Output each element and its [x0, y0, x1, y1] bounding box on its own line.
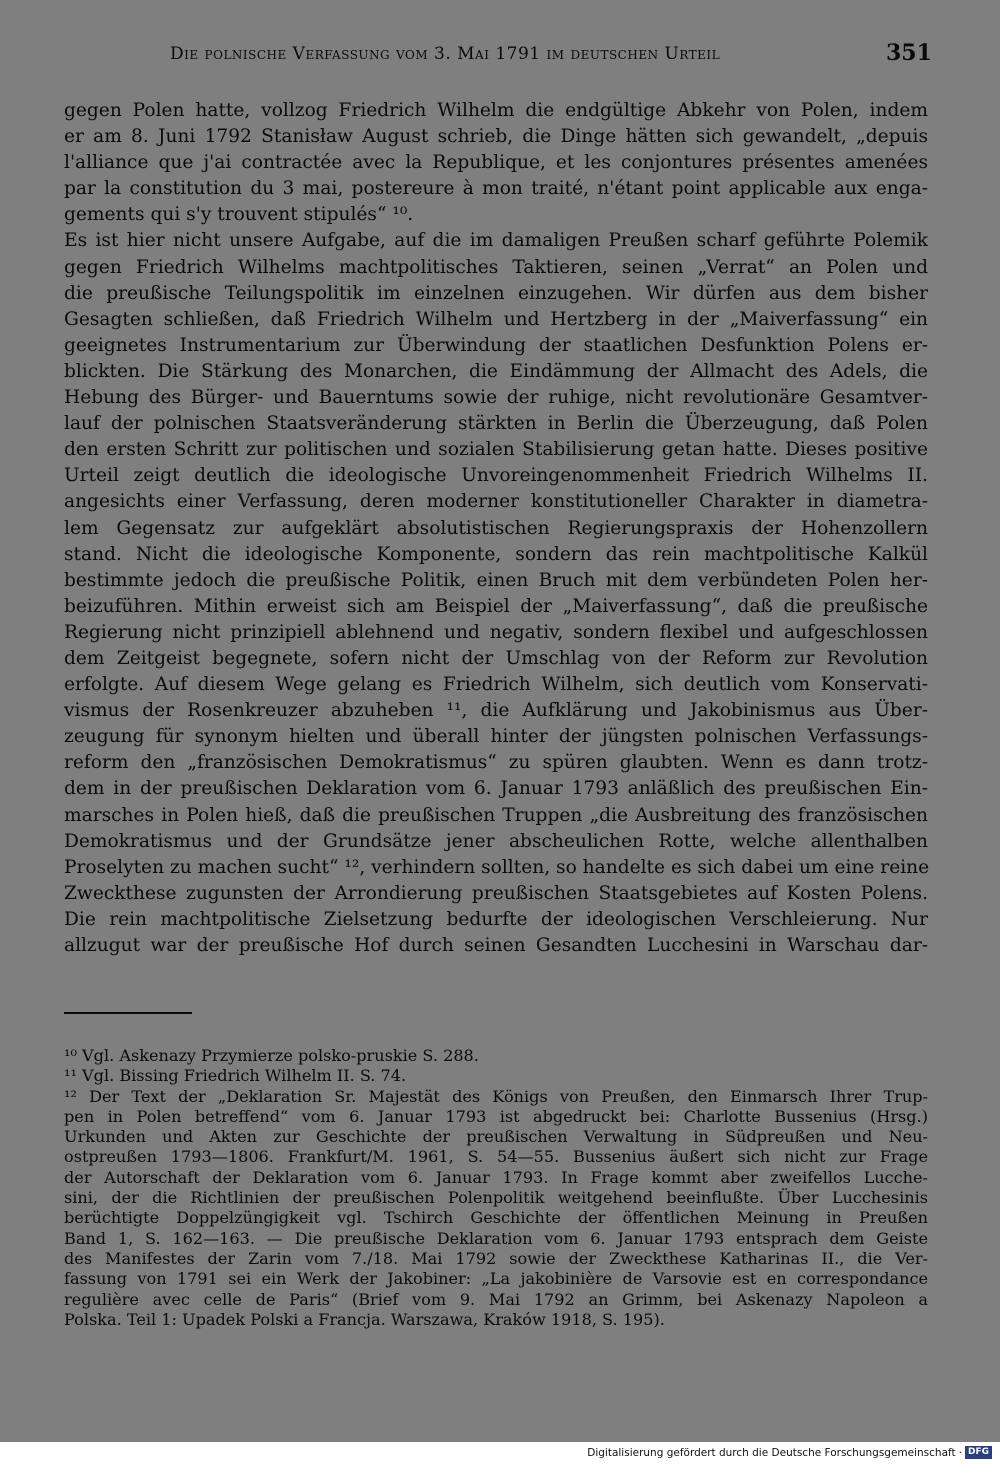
- footnote-line: ¹² Der Text der „Deklaration Sr. Majestät des Königs von Preußen, den Einmarsch Ihrer Trup-: [64, 1086, 928, 1106]
- footnote-line: sini, der die Richtlinien der preußischen Polenpolitik weitgehend beeinflußte. Über Lucchesinis: [64, 1188, 928, 1208]
- body-text: [64, 98, 928, 959]
- footnote-line: ¹⁰ Vgl. Askenazy Przymierze polsko-pruskie S. 288.: [64, 1046, 479, 1065]
- footnote-line: berüchtigte Doppelzüngigkeit vgl. Tschirch Geschichte der öffentlichen Meinung in Preußen: [64, 1208, 928, 1228]
- footnote-line: ostpreußen 1793—1806. Frankfurt/M. 1961, S. 54—55. Bussenius äußert sich nicht zur Frage: [64, 1147, 928, 1167]
- body-line: Regierung nicht prinzipiell ablehnend und negativ, sondern flexibel und aufgeschlossen: [64, 621, 928, 643]
- body-line: stand. Nicht die ideologische Komponente, sondern das rein machtpolitische Kalkül: [64, 543, 928, 565]
- body-line: dem Zeitgeist begegnete, sofern nicht der Umschlag von der Reform zur Revolution: [64, 647, 928, 669]
- page-number: 351: [886, 40, 932, 66]
- footnotes: [64, 1046, 928, 1330]
- body-line: geeignetes Instrumentarium zur Überwindung der staatlichen Desfunktion Polens er-: [64, 334, 928, 356]
- body-line: erfolgte. Auf diesem Wege gelang es Friedrich Wilhelm, sich deutlich vom Konservati-: [64, 674, 928, 696]
- body-line: reform den „französischen Demokratismus“ zu spüren glaubten. Wenn es dann trotz-: [64, 752, 928, 774]
- footnote-line: der Autorschaft der Deklaration vom 6. Januar 1793. In Frage kommt aber zweifellos Lucche-: [64, 1167, 928, 1187]
- funding-note: Digitalisierung gefördert durch die Deutsche Forschungsgemeinschaft: [587, 1446, 956, 1459]
- body-line: Gesagten schließen, daß Friedrich Wilhelm und Hertzberg in der „Maiverfassung“ ein: [64, 308, 928, 330]
- footnote-separator: [64, 1012, 192, 1014]
- body-line: Demokratismus und der Grundsätze jener abscheulichen Rotte, welche allenthalben: [64, 830, 928, 852]
- body-line: gegen Friedrich Wilhelms machtpolitisches Taktieren, seinen „Verrat“ an Polen und: [64, 256, 928, 278]
- body-line: blickten. Die Stärkung des Monarchen, die Eindämmung der Allmacht des Adels, die: [64, 360, 928, 382]
- footnote-line: Urkunden und Akten zur Geschichte der preußischen Verwaltung in Südpreußen und Neu-: [64, 1127, 928, 1147]
- footnote-line: fassung von 1791 sei ein Werk der Jakobiner: „La jakobinière de Varsovie est en correspondance: [64, 1269, 928, 1289]
- body-line: allzugut war der preußische Hof durch seinen Gesandten Lucchesini in Warschau dar-: [64, 935, 928, 956]
- body-line: Proselyten zu machen sucht“ ¹², verhindern sollten, so handelte es sich dabei um eine reine: [64, 856, 930, 878]
- footnote-line: pen in Polen betreffend“ vom 6. Januar 1793 ist abgedruckt bei: Charlotte Bussenius (Hrsg.): [64, 1106, 928, 1126]
- body-line: lem Gegensatz zur aufgeklärt absolutistischen Regierungspraxis der Hohenzollern: [64, 517, 928, 539]
- body-line: Hebung des Bürger- und Bauerntums sowie der ruhige, nicht revolutionäre Gesamtver-: [64, 387, 928, 409]
- body-line: angesichts einer Verfassung, deren moderner konstitutioneller Charakter in diametra-: [64, 491, 928, 513]
- digitization-credit: [587, 1446, 992, 1459]
- footnote-line: Band 1, S. 162—163. — Die preußische Deklaration vom 6. Januar 1793 entsprach dem Geiste: [64, 1228, 928, 1248]
- body-line: par la constitution du 3 mai, postereure à mon traité, n'étant point applicable aux enga-: [64, 178, 928, 200]
- separator-dot: ·: [958, 1446, 962, 1459]
- body-line: den ersten Schritt zur politischen und sozialen Stabilisierung getan hatte. Dieses positive: [64, 439, 928, 461]
- body-line: gegen Polen hatte, vollzog Friedrich Wilhelm die endgültige Abkehr von Polen, indem: [64, 100, 928, 121]
- body-line: bestimmte jedoch die preußische Politik, einen Bruch mit dem verbündeten Polen her-: [64, 569, 928, 591]
- body-line: vismus der Rosenkreuzer abzuheben ¹¹, die Aufklärung und Jakobinismus aus Über-: [64, 700, 928, 722]
- body-line: Urteil zeigt deutlich die ideologische Unvoreingenommenheit Friedrich Wilhelms II.: [64, 465, 928, 487]
- dfg-logo: DFG: [965, 1446, 992, 1459]
- body-line: gements qui s'y trouvent stipulés“ ¹⁰.: [64, 204, 414, 226]
- body-line: marsches in Polen hieß, daß die preußischen Truppen „die Ausbreitung des französischen: [64, 804, 928, 826]
- body-line: zeugung für synonym hielten und überall hinter der jüngsten polnischen Verfassungs-: [64, 726, 928, 748]
- body-line: beizuführen. Mithin erweist sich am Beispiel der „Maiverfassung“, daß die preußische: [64, 595, 928, 617]
- footnote-line: ¹¹ Vgl. Bissing Friedrich Wilhelm II. S. 74.: [64, 1066, 407, 1086]
- body-line: l'alliance que j'ai contractée avec la Republique, et les conjontures présentes amenées: [64, 152, 928, 174]
- body-line: dem in der preußischen Deklaration vom 6. Januar 1793 anläßlich des preußischen Ein-: [64, 778, 928, 800]
- body-line: Es ist hier nicht unsere Aufgabe, auf die im damaligen Preußen scharf geführte Polemik: [64, 230, 928, 252]
- body-line: Die rein machtpolitische Zielsetzung bedurfte der ideologischen Verschleierung. Nur: [64, 908, 928, 930]
- footnote-line: regulière avec celle de Paris“ (Brief vom 9. Mai 1792 an Grimm, bei Askenazy Napoleon a: [64, 1289, 928, 1309]
- running-title: Die polnische Verfassung vom 3. Mai 1791 im deutschen Urteil: [170, 44, 721, 64]
- footnote-line: Polska. Teil 1: Upadek Polski a Francja. Warszawa, Kraków 1918, S. 195).: [64, 1309, 665, 1329]
- footnote-line: des Manifestes der Zarin vom 7./18. Mai 1792 sowie der Zweckthese Katharinas II., die Ver-: [64, 1248, 928, 1268]
- body-line: lauf der polnischen Staatsveränderung stärkten in Berlin die Überzeugung, daß Polen: [64, 413, 928, 435]
- body-line: er am 8. Juni 1792 Stanisław August schrieb, die Dinge hätten sich gewandelt, „depuis: [64, 126, 928, 148]
- body-line: die preußische Teilungspolitik im einzelnen einzugehen. Wir dürfen aus dem bisher: [64, 282, 928, 304]
- body-line: Zweckthese zugunsten der Arrondierung preußischen Staatsgebietes auf Kosten Polens.: [64, 882, 928, 904]
